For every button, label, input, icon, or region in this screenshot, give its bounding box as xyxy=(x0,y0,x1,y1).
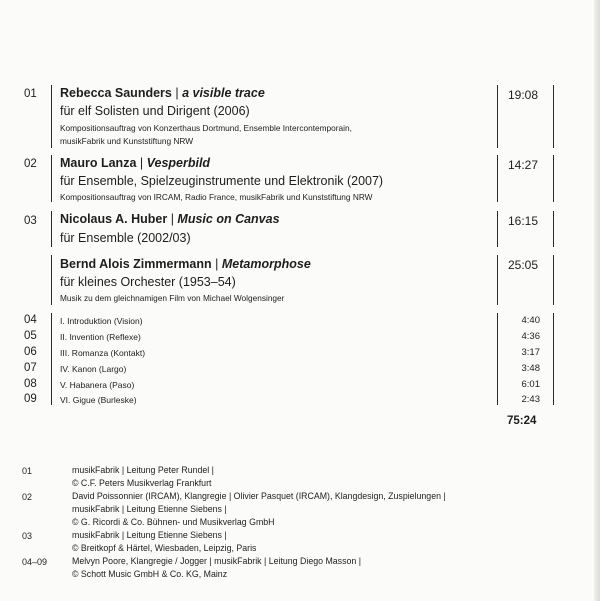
track-divider xyxy=(51,211,52,247)
duration-divider-right xyxy=(553,211,554,247)
commission-note: musikFabrik und Kunststiftung NRW xyxy=(60,136,194,146)
track-divider xyxy=(51,85,52,148)
track-divider xyxy=(51,255,52,305)
composer-name: Bernd Alois Zimmermann xyxy=(60,257,212,271)
duration-divider-left xyxy=(497,313,498,405)
credit-line: © C.F. Peters Musikverlag Frankfurt xyxy=(72,478,212,488)
credit-line: David Poissonnier (IRCAM), Klangregie | Olivier Pasquet (IRCAM), Klangdesign, Zuspielungen | xyxy=(72,491,446,501)
track-number: 02 xyxy=(24,158,37,170)
work-title: Vesperbild xyxy=(146,156,211,170)
composer-name: Rebecca Saunders xyxy=(60,86,172,100)
duration-divider-left xyxy=(497,211,498,247)
commission-note: Kompositionsauftrag von IRCAM, Radio France, musikFabrik und Kunststiftung NRW xyxy=(60,192,373,202)
track-heading xyxy=(60,156,210,170)
composer-name: Mauro Lanza xyxy=(60,156,137,170)
track-duration: 19:08 xyxy=(508,88,539,102)
track-number: 01 xyxy=(24,88,37,100)
credit-number: 03 xyxy=(22,531,33,541)
track-duration: 16:15 xyxy=(508,214,539,228)
track-duration: 14:27 xyxy=(508,158,539,172)
duration-divider-left xyxy=(497,85,498,148)
track-number: 03 xyxy=(24,215,37,227)
track-heading xyxy=(60,257,311,271)
credit-line: musikFabrik | Leitung Etienne Siebens | xyxy=(72,504,227,514)
track-duration: 25:05 xyxy=(508,258,539,272)
duration-divider-left xyxy=(497,155,498,202)
duration-divider-right xyxy=(553,155,554,202)
credit-line: © G. Ricordi & Co. Bühnen- und Musikverlag GmbH xyxy=(72,517,275,527)
movement-title: V. Habanera (Paso) xyxy=(60,380,135,390)
heading-separator: | xyxy=(139,156,144,170)
movement-duration: 2:43 xyxy=(521,394,540,405)
track-divider xyxy=(51,155,52,202)
work-title: Metamorphose xyxy=(221,257,311,271)
movement-title: IV. Kanon (Largo) xyxy=(60,364,127,374)
work-subtitle: für kleines Orchester (1953–54) xyxy=(60,275,236,289)
duration-divider-left xyxy=(497,255,498,305)
film-note: Musik zu dem gleichnamigen Film von Michael Wolgensinger xyxy=(60,293,285,303)
work-subtitle: für Ensemble (2002/03) xyxy=(60,231,191,245)
credit-line: musikFabrik | Leitung Etienne Siebens | xyxy=(72,530,227,540)
work-subtitle: für elf Solisten und Dirigent (2006) xyxy=(60,104,250,118)
credit-line: Melvyn Poore, Klangregie / Jogger | musikFabrik | Leitung Diego Masson | xyxy=(72,556,361,566)
work-title: Music on Canvas xyxy=(177,212,280,226)
movement-duration: 6:01 xyxy=(521,379,540,390)
heading-separator: | xyxy=(175,86,179,100)
credit-line: © Schott Music GmbH & Co. KG, Mainz xyxy=(72,569,228,579)
heading-separator: | xyxy=(170,212,174,226)
credit-line: © Breitkopf & Härtel, Wiesbaden, Leipzig, Paris xyxy=(72,543,257,553)
movement-number: 06 xyxy=(24,346,37,358)
credit-line: musikFabrik | Leitung Peter Rundel | xyxy=(72,465,214,475)
page-edge xyxy=(594,0,600,601)
total-duration: 75:24 xyxy=(507,415,537,427)
movement-number: 07 xyxy=(24,362,37,374)
movement-number: 09 xyxy=(24,393,37,405)
work-subtitle: für Ensemble, Spielzeuginstrumente und Elektronik (2007) xyxy=(60,174,384,188)
movement-duration: 4:40 xyxy=(521,315,540,326)
movement-number: 04 xyxy=(24,314,37,326)
duration-divider-right xyxy=(553,85,554,148)
movement-title: VI. Gigue (Burleske) xyxy=(60,395,137,405)
movement-title: II. Invention (Reflexe) xyxy=(60,332,141,342)
credit-number: 04–09 xyxy=(22,557,48,567)
duration-divider-right xyxy=(553,313,554,405)
movement-divider xyxy=(51,313,52,405)
movement-number: 05 xyxy=(24,330,37,342)
track-heading xyxy=(60,212,280,226)
duration-divider-right xyxy=(553,255,554,305)
movement-title: III. Romanza (Kontakt) xyxy=(60,348,146,358)
composer-name: Nicolaus A. Huber xyxy=(60,212,168,226)
movement-title: I. Introduktion (Vision) xyxy=(60,316,143,326)
movement-number: 08 xyxy=(24,378,37,390)
credit-number: 02 xyxy=(22,492,33,502)
heading-separator: | xyxy=(215,257,219,271)
movement-duration: 3:48 xyxy=(521,363,540,374)
commission-note: Kompositionsauftrag von Konzerthaus Dortmund, Ensemble Intercontemporain, xyxy=(60,123,352,133)
movement-duration: 4:36 xyxy=(521,331,540,342)
track-heading xyxy=(60,86,265,100)
work-title: a visible trace xyxy=(182,86,265,100)
movement-duration: 3:17 xyxy=(521,347,540,358)
credit-number: 01 xyxy=(22,466,33,476)
